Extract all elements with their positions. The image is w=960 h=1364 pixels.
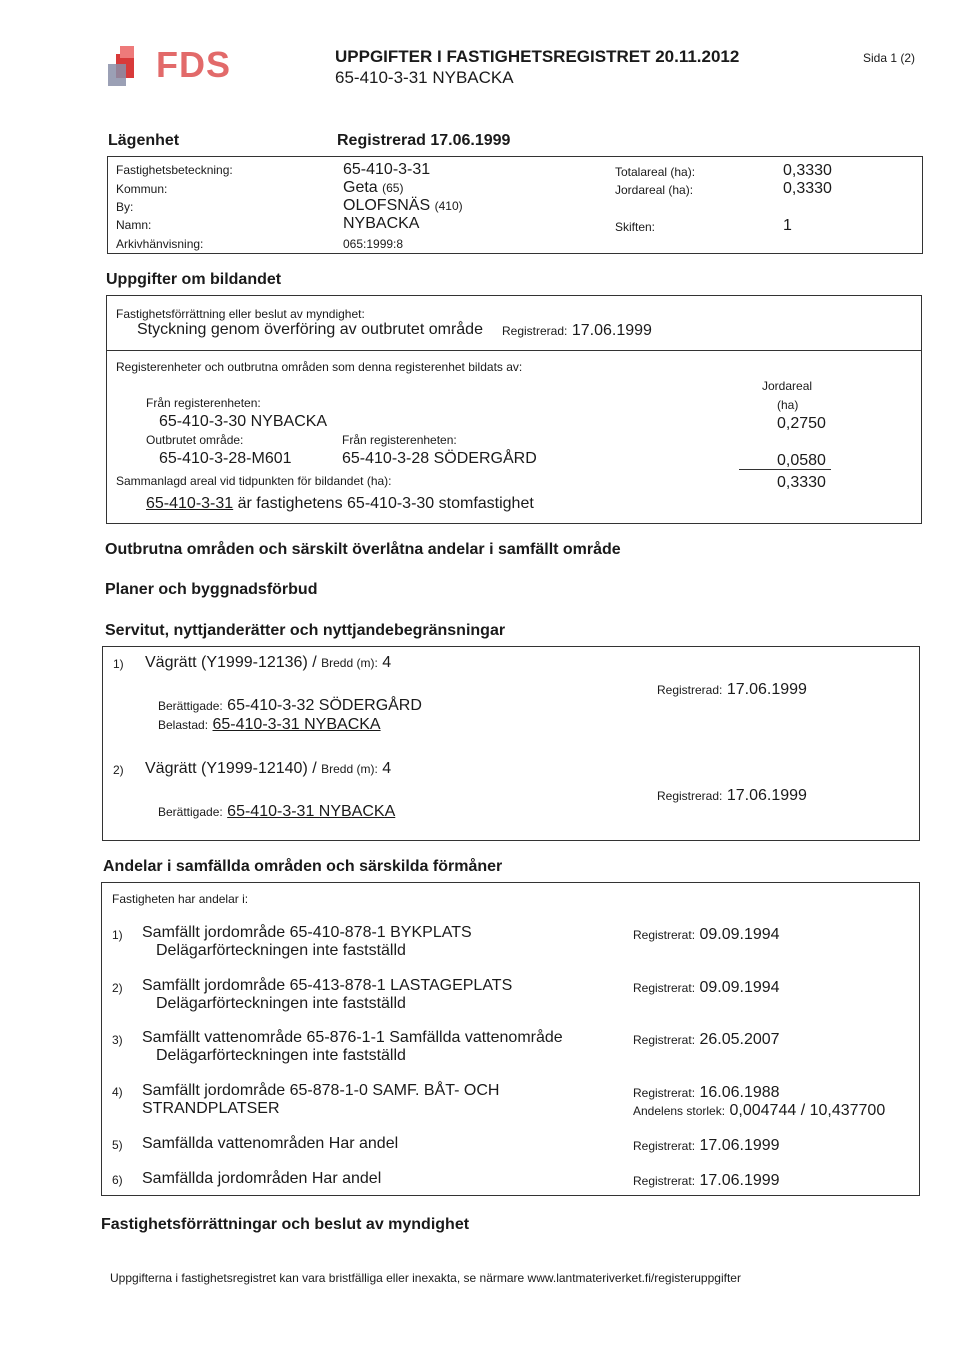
andel-size-value: 0,004744 / 10,437700 [729, 1102, 886, 1119]
beslut-value: Styckning genom överföring av outbrutet område [137, 321, 483, 338]
andel-line1: Samfällda jordområden Har andel [142, 1170, 382, 1187]
andelar-box [101, 882, 920, 1196]
reg-label: Registrerat: [633, 928, 696, 942]
reg-value: 17.06.1999 [699, 1172, 780, 1189]
field-value: NYBACKA [343, 215, 420, 232]
andel-line1: Samfällt jordområde 65-413-878-1 LASTAGEPLATS [142, 977, 513, 994]
field-label: Kommun: [116, 182, 168, 196]
bredd-label: Bredd (m): [321, 762, 378, 776]
logo-mark-icon [108, 44, 152, 90]
fran2-value: 65-410-3-28 SÖDERGÅRD [342, 450, 537, 467]
field-value: OLOFSNÄS [343, 197, 431, 214]
reg-label: Registrerat: [633, 1033, 696, 1047]
item-number: 4) [112, 1085, 123, 1099]
andel-line1: Samfällt jordområde 65-878-1-0 SAMF. BÅT- OCH [142, 1082, 500, 1099]
andelar-intro: Fastigheten har andelar i: [112, 892, 249, 906]
right-label: Totalareal (ha): [615, 165, 696, 179]
fran-area: 0,2750 [777, 415, 826, 432]
bredd-label: Bredd (m): [321, 656, 378, 670]
item-number: 6) [112, 1173, 123, 1187]
outbrutna-heading: Outbrutna områden och särskilt överlåtna andelar i samfällt område [105, 541, 621, 558]
field-code: (65) [382, 181, 404, 195]
field-value: 65-410-3-31 [343, 161, 431, 178]
field-label: Arkivhänvisning: [116, 237, 204, 251]
reg-label: Registrerat: [633, 1086, 696, 1100]
reg-value: 17.06.1999 [571, 322, 652, 339]
document-subtitle: 65-410-3-31 NYBACKA [335, 68, 514, 87]
reg-value: 17.06.1999 [726, 681, 807, 698]
bildandet-box [106, 295, 922, 524]
sum-rule [739, 469, 831, 470]
fran-label: Från registerenheten: [146, 396, 261, 410]
right-value: 0,3330 [783, 180, 832, 197]
reg-label: Registrerat: [633, 1139, 696, 1153]
field-code: (410) [434, 199, 463, 213]
stomfastighet-link[interactable]: 65-410-3-31 [146, 495, 234, 512]
lagenhet-registered: Registrerad 17.06.1999 [337, 132, 511, 149]
andel-line1: Samfällt jordområde 65-410-878-1 BYKPLATS [142, 924, 472, 941]
planer-heading: Planer och byggnadsförbud [105, 581, 318, 598]
item-number: 3) [112, 1033, 123, 1047]
document-title: UPPGIFTER I FASTIGHETSREGISTRET 20.11.2012 [335, 47, 740, 66]
field-value: Geta [343, 179, 378, 196]
item-number: 5) [112, 1138, 123, 1152]
bredd-value: 4 [382, 654, 392, 671]
berattigade-label: Berättigade: [158, 699, 223, 713]
andel-line2: Delägarförteckningen inte fastställd [156, 1047, 406, 1064]
ha-label: (ha) [777, 398, 799, 412]
andel-size-label: Andelens storlek: [633, 1104, 726, 1118]
reg-label: Registrerad: [657, 789, 723, 803]
beslut-label: Fastighetsförrättning eller beslut av myndighet: [116, 307, 365, 321]
bildandet-heading: Uppgifter om bildandet [106, 271, 282, 288]
page-number: Sida 1 (2) [863, 51, 916, 65]
item-number: 2) [112, 981, 123, 995]
servitut-heading: Servitut, nyttjanderätter och nyttjandebegränsningar [105, 622, 506, 639]
logo-text: FDS [156, 44, 231, 85]
reg-label: Registrerat: [633, 981, 696, 995]
right-value: 1 [783, 217, 792, 234]
field-label: Namn: [116, 218, 152, 232]
belastad-label: Belastad: [158, 718, 209, 732]
forrattningar-heading: Fastighetsförrättningar och beslut av myndighet [101, 1216, 470, 1233]
fran2-label: Från registerenheten: [342, 433, 457, 447]
item-number: 2) [113, 763, 124, 777]
sammanlagd-label: Sammanlagd areal vid tidpunkten för bildandet (ha): [116, 474, 392, 488]
right-label: Skiften: [615, 220, 656, 234]
reg-label: Registrerad: [502, 324, 568, 338]
field-label: By: [116, 200, 134, 214]
reg-value: 17.06.1999 [726, 787, 807, 804]
andel-line2: Delägarförteckningen inte fastställd [156, 942, 406, 959]
berattigade-link[interactable]: 65-410-3-31 NYBACKA [227, 803, 396, 820]
field-label: Fastighetsbeteckning: [116, 163, 233, 177]
outbrutet-label: Outbrutet område: [146, 433, 244, 447]
reg-value: 26.05.2007 [699, 1031, 780, 1048]
right-label: Jordareal (ha): [615, 183, 694, 197]
andel-line2: Delägarförteckningen inte fastställd [156, 995, 406, 1012]
andel-line1: Samfällda vattenområden Har andel [142, 1135, 399, 1152]
divider [107, 350, 921, 351]
berattigade-label: Berättigade: [158, 805, 223, 819]
servitut-box [102, 646, 920, 841]
item-number: 1) [112, 928, 123, 942]
reg-value: 09.09.1994 [699, 979, 780, 996]
belastad-link[interactable]: 65-410-3-31 NYBACKA [212, 716, 381, 733]
outbrutet-value: 65-410-3-28-M601 [159, 450, 292, 467]
servitut-title: Vägrätt (Y1999-12136) / [145, 654, 317, 671]
stomfastighet-text: är fastighetens 65-410-3-30 stomfastighet [237, 495, 534, 512]
fran-value: 65-410-3-30 NYBACKA [159, 413, 328, 430]
lagenhet-box [107, 156, 923, 254]
footer-note: Uppgifterna i fastighetsregistret kan vara bristfälliga eller inexakta, se närmare www.lantmateriverket.fi/registeruppgifter [110, 1271, 741, 1285]
outbrutet-area: 0,0580 [777, 452, 826, 469]
sammanlagd-value: 0,3330 [777, 474, 826, 491]
reg-label: Registrerat: [633, 1174, 696, 1188]
andelar-heading: Andelar i samfällda områden och särskilda förmåner [103, 858, 503, 875]
jordareal-label: Jordareal [762, 379, 813, 393]
berattigade-value: 65-410-3-32 SÖDERGÅRD [227, 697, 422, 714]
field-value: 065:1999:8 [343, 237, 404, 251]
bredd-value: 4 [382, 760, 392, 777]
lagenhet-heading: Lägenhet [108, 132, 180, 149]
reg-value: 16.06.1988 [699, 1084, 780, 1101]
enheter-label: Registerenheter och outbrutna områden som denna registerenhet bildats av: [116, 360, 523, 374]
item-number: 1) [113, 657, 124, 671]
andel-line2: STRANDPLATSER [142, 1100, 280, 1117]
andel-line1: Samfällt vattenområde 65-876-1-1 Samfällda vattenområde [142, 1029, 563, 1046]
right-value: 0,3330 [783, 162, 832, 179]
reg-value: 17.06.1999 [699, 1137, 780, 1154]
servitut-title: Vägrätt (Y1999-12140) / [145, 760, 317, 777]
reg-label: Registrerad: [657, 683, 723, 697]
reg-value: 09.09.1994 [699, 926, 780, 943]
